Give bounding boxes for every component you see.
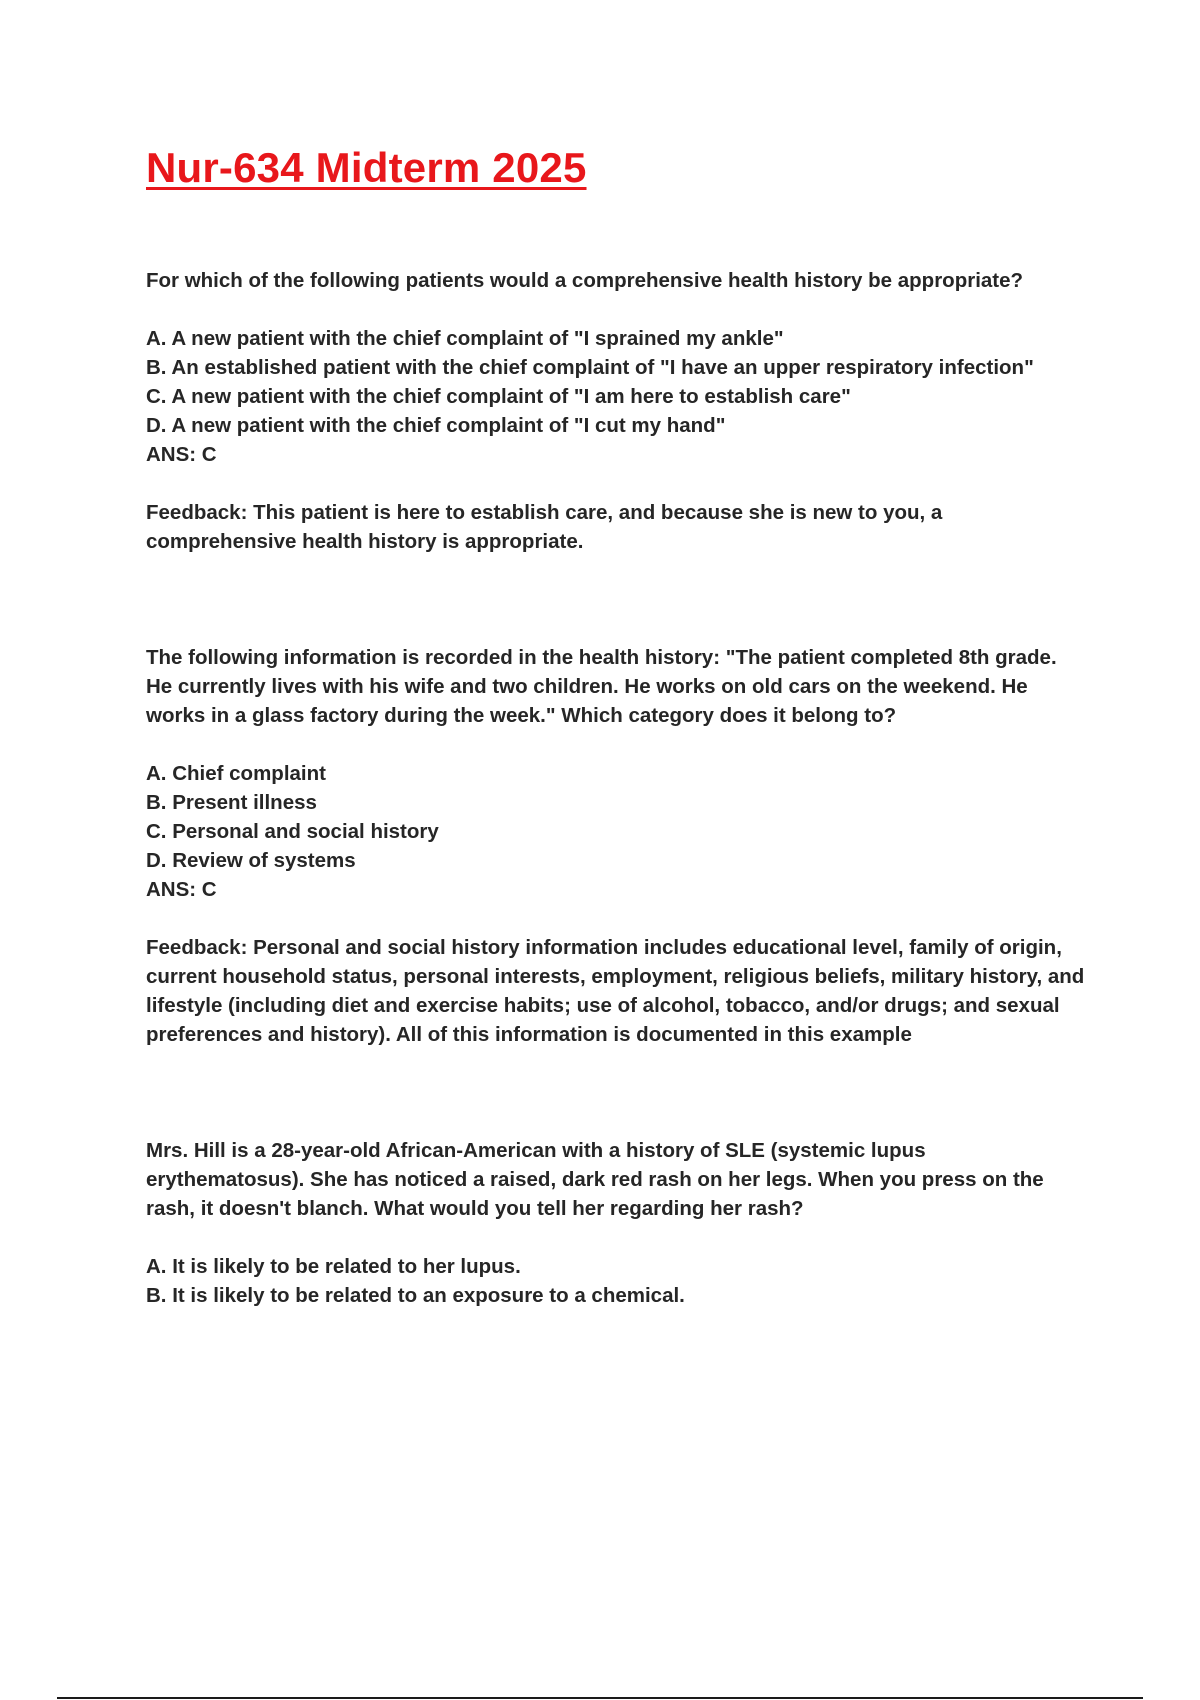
answer-key: ANS: C: [146, 443, 217, 466]
option-c: C. A new patient with the chief complaint of "I am here to establish care": [146, 385, 851, 408]
option-a: A. Chief complaint: [146, 762, 326, 785]
question-stem: For which of the following patients would a comprehensive health history be appropriate?: [146, 269, 1024, 292]
question-1: [146, 266, 1086, 556]
answer-options: [146, 1252, 1086, 1310]
spacer: [146, 556, 1086, 643]
option-b: B. It is likely to be related to an exposure to a chemical.: [146, 1284, 685, 1307]
feedback-text: Feedback: This patient is here to establish care, and because she is new to you, a comprehensive health history is appropriate.: [146, 501, 943, 553]
document-body: [146, 266, 1086, 1310]
option-d: D. Review of systems: [146, 849, 356, 872]
question-stem: The following information is recorded in the health history: "The patient completed 8th grade. He currently lives with his wife and two children. He works on old cars on the weekend. He works in a glass factory during the week." Which category does it belong to?: [146, 646, 1057, 727]
spacer: [146, 1049, 1086, 1136]
answer-options: [146, 759, 1086, 904]
option-b: B. Present illness: [146, 791, 317, 814]
option-c: C. Personal and social history: [146, 820, 439, 843]
document-title: Nur-634 Midterm 2025: [146, 144, 587, 191]
option-a: A. It is likely to be related to her lupus.: [146, 1255, 521, 1278]
feedback-text: Feedback: Personal and social history information includes educational level, family of origin, current household status, personal interests, employment, religious beliefs, military history, and lifestyle (including diet and exercise habits; use of alcohol, tobacco, and/or drugs; and sexual preferences and history). All of this information is documented in this example: [146, 936, 1085, 1046]
option-b: B. An established patient with the chief complaint of "I have an upper respiratory infection": [146, 356, 1034, 379]
question-stem: Mrs. Hill is a 28-year-old African-American with a history of SLE (systemic lupus erythematosus). She has noticed a raised, dark red rash on her legs. When you press on the rash, it doesn't blanch. What would you tell her regarding her rash?: [146, 1139, 1044, 1220]
option-a: A. A new patient with the chief complaint of "I sprained my ankle": [146, 327, 784, 350]
page-bottom-rule: [57, 1697, 1143, 1699]
answer-key: ANS: C: [146, 878, 217, 901]
question-3: [146, 1136, 1086, 1310]
option-d: D. A new patient with the chief complaint of "I cut my hand": [146, 414, 726, 437]
answer-options: [146, 324, 1086, 469]
question-2: [146, 643, 1086, 1049]
